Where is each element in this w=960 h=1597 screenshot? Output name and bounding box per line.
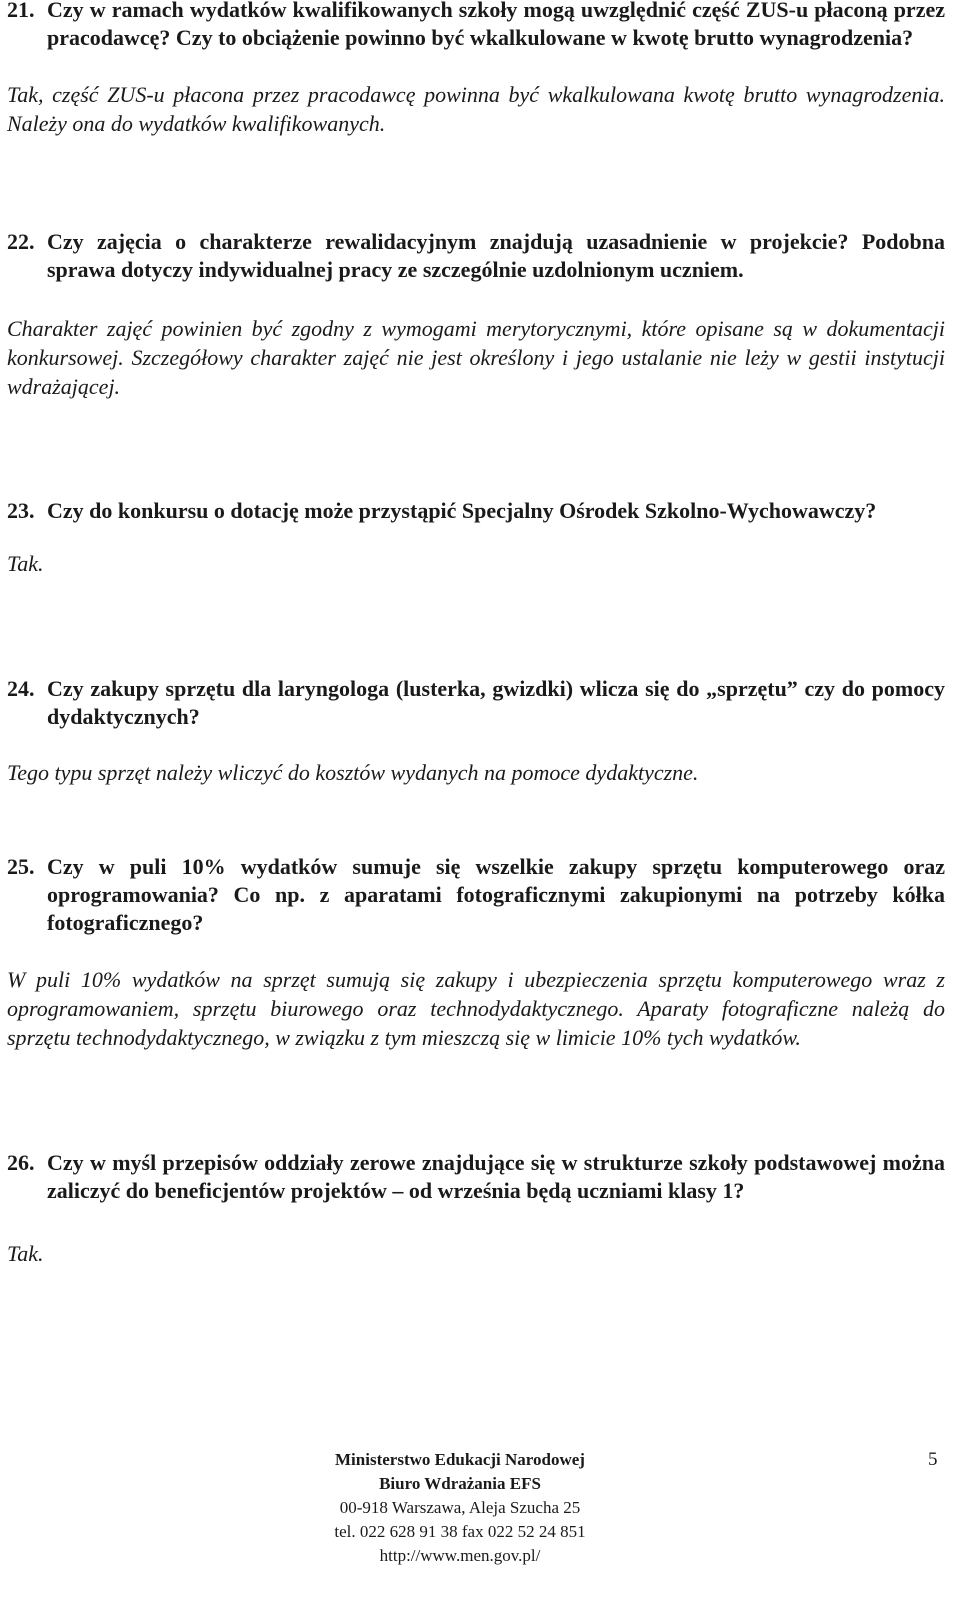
answer-26: Tak. (7, 1241, 44, 1266)
question-number: 24. (7, 676, 35, 701)
qa-item-25 (7, 853, 945, 1052)
answer-22: Charakter zajęć powinien być zgodny z wymogami merytorycznymi, które opisane są w dokumentacji konkursowej. Szczegółowy charakter zajęć nie jest określony i jego ustalanie nie leży w gestii instytucji wdrażającej. (7, 316, 945, 399)
question-26 (7, 1149, 945, 1205)
answer-24: Tego typu sprzęt należy wliczyć do kosztów wydanych na pomoce dydaktyczne. (7, 760, 699, 785)
answer-25: W puli 10% wydatków na sprzęt sumują się zakupy i ubezpieczenia sprzętu komputerowego wraz z oprogramowaniem, sprzętu biurowego oraz technodydaktycznego. Aparaty fotograficzne należą do sprzętu technodydaktycznego, w związku z tym mieszczą się w limicie 10% tych wydatków. (7, 967, 945, 1050)
question-text: Czy zakupy sprzętu dla laryngologa (lusterka, gwizdki) wlicza się do „sprzętu” czy do pomocy dydaktycznych? (47, 676, 945, 729)
footer-website[interactable]: http://www.men.gov.pl/ (379, 1546, 541, 1565)
question-21 (7, 0, 945, 52)
question-24 (7, 675, 945, 731)
page-footer (260, 1448, 660, 1568)
question-number: 26. (7, 1150, 35, 1175)
answer-21: Tak, część ZUS-u płacona przez pracodawcę powinna być wkalkulowana kwotę brutto wynagrodzenia. Należy ona do wydatków kwalifikowanych. (7, 82, 945, 136)
answer-23: Tak. (7, 551, 44, 576)
footer-address: 00-918 Warszawa, Aleja Szucha 25 (339, 1498, 581, 1517)
question-text: Czy w ramach wydatków kwalifikowanych szkoły mogą uwzględnić część ZUS-u płaconą przez pracodawcę? Czy to obciążenie powinno być wkalkulowane w kwotę brutto wynagrodzenia? (47, 0, 945, 50)
qa-item-23 (7, 497, 945, 578)
question-23 (7, 497, 945, 525)
question-number: 21. (7, 0, 35, 22)
question-22 (7, 228, 945, 284)
question-25 (7, 853, 945, 937)
question-number: 23. (7, 498, 35, 523)
qa-item-26 (7, 1149, 945, 1268)
qa-item-24 (7, 675, 945, 787)
qa-item-21 (7, 0, 945, 138)
question-text: Czy do konkursu o dotację może przystąpić Specjalny Ośrodek Szkolno-Wychowawczy? (47, 498, 877, 523)
question-number: 25. (7, 854, 35, 879)
footer-office: Biuro Wdrażania EFS (379, 1474, 541, 1493)
question-text: Czy w myśl przepisów oddziały zerowe znajdujące się w strukturze szkoły podstawowej można zaliczyć do beneficjentów projektów – od września będą uczniami klasy 1? (47, 1150, 945, 1203)
qa-item-22 (7, 228, 945, 401)
question-text: Czy zajęcia o charakterze rewalidacyjnym znajdują uzasadnienie w projekcie? Podobna sprawa dotyczy indywidualnej pracy ze szczególnie uzdolnionym uczniem. (47, 229, 945, 282)
footer-phone-fax: tel. 022 628 91 38 fax 022 52 24 851 (334, 1522, 586, 1541)
page-number: 5 (928, 1449, 938, 1470)
footer-ministry: Ministerstwo Edukacji Narodowej (335, 1450, 585, 1469)
question-number: 22. (7, 229, 35, 254)
question-text: Czy w puli 10% wydatków sumuje się wszelkie zakupy sprzętu komputerowego oraz oprogramowania? Co np. z aparatami fotograficznymi zakupionymi na potrzeby kółka fotograficznego? (47, 854, 945, 935)
